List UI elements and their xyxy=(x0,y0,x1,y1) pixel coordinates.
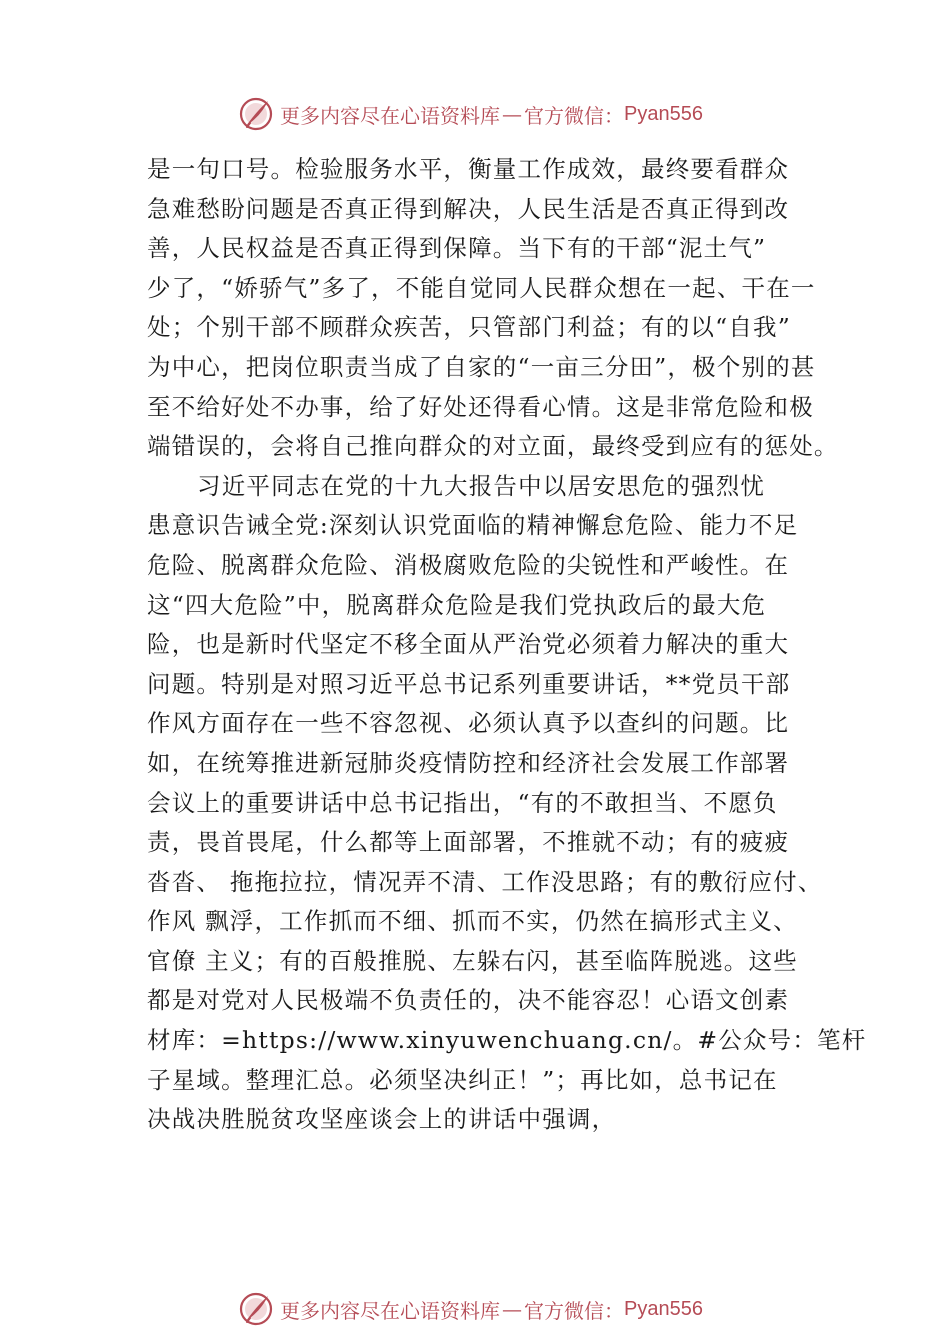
text-line: 责，畏首畏尾，什么都等上面部署，不推就不动；有的疲疲 xyxy=(147,828,790,857)
text-line: 作风方面存在一些不容忽视、必须认真予以查纠的问题。比 xyxy=(147,709,790,738)
text-line: 会议上的重要讲话中总书记指出，“有的不敢担当、不愿负 xyxy=(147,788,778,817)
watermark-separator: — xyxy=(502,102,522,126)
watermark-wechat-label: 官方微信： xyxy=(524,103,624,128)
text-line: 急难愁盼问题是否真正得到解决，人民生活是否真正得到改 xyxy=(147,194,790,223)
watermark-text: 更多内容尽在心语资料库 xyxy=(280,1298,500,1323)
watermark-wechat-label: 官方微信： xyxy=(524,1298,624,1323)
text-line: 官僚 主义；有的百般推脱、左躲右闪，甚至临阵脱逃。这些 xyxy=(147,946,798,975)
text-line: 沓沓、 拖拖拉拉，情况弄不清、工作没思路；有的敷衍应付、 xyxy=(147,867,823,896)
text-line: 患意识告诫全党:深刻认识党面临的精神懈怠危险、能力不足 xyxy=(147,511,799,540)
text-line: 至不给好处不办事，给了好处还得看心情。这是非常危险和极 xyxy=(147,392,814,421)
watermark-wechat-id: Pyan556 xyxy=(624,102,703,125)
text-line: 险，也是新时代坚定不移全面从严治党必须着力解决的重大 xyxy=(147,630,790,659)
text-line: 习近平同志在党的十九大报告中以居安思危的强烈忧 xyxy=(197,471,766,500)
watermark-wechat-id: Pyan556 xyxy=(624,1297,703,1320)
text-line: 善，人民权益是否真正得到保障。当下有的干部“泥土气” xyxy=(147,234,767,263)
text-line: 处；个别干部不顾群众疾苦，只管部门利益；有的以“自我” xyxy=(147,313,791,342)
document-body xyxy=(147,150,867,1140)
text-line: 作风 飘浮，工作抓而不细、抓而不实，仍然在搞形式主义、 xyxy=(147,907,798,936)
text-line: 这“四大危险”中，脱离群众危险是我们党执政后的最大危 xyxy=(147,590,767,619)
text-line: 如，在统筹推进新冠肺炎疫情防控和经济社会发展工作部署 xyxy=(147,748,790,777)
text-line: 材库：=https://www.xinyuwenchuang.cn/。#公众号：笔杆 xyxy=(147,1026,867,1055)
text-line: 危险、脱离群众危险、消极腐败危险的尖锐性和严峻性。在 xyxy=(147,550,790,579)
text-line: 端错误的，会将自己推向群众的对立面，最终受到应有的惩处。 xyxy=(147,432,839,461)
text-line: 是一句口号。检验服务水平，衡量工作成效，最终要看群众 xyxy=(147,155,790,183)
quill-seal-logo-icon xyxy=(238,96,274,132)
text-line: 子星域。整理汇总。必须坚决纠正！”；再比如，总书记在 xyxy=(147,1065,778,1094)
quill-seal-logo-icon xyxy=(238,1291,274,1327)
header-watermark xyxy=(238,94,703,134)
footer-watermark xyxy=(238,1289,703,1329)
text-line: 少了，“娇骄气”多了，不能自觉同人民群众想在一起、干在一 xyxy=(147,273,816,302)
text-line: 为中心，把岗位职责当成了自家的“一亩三分田”，极个别的甚 xyxy=(147,352,816,381)
text-line: 问题。特别是对照习近平总书记系列重要讲话，**党员干部 xyxy=(147,669,791,698)
watermark-text: 更多内容尽在心语资料库 xyxy=(280,103,500,128)
text-line: 决战决胜脱贫攻坚座谈会上的讲话中强调， xyxy=(147,1105,617,1134)
watermark-separator: — xyxy=(502,1297,522,1321)
text-line: 都是对党对人民极端不负责任的，决不能容忍！心语文创素 xyxy=(147,986,790,1015)
